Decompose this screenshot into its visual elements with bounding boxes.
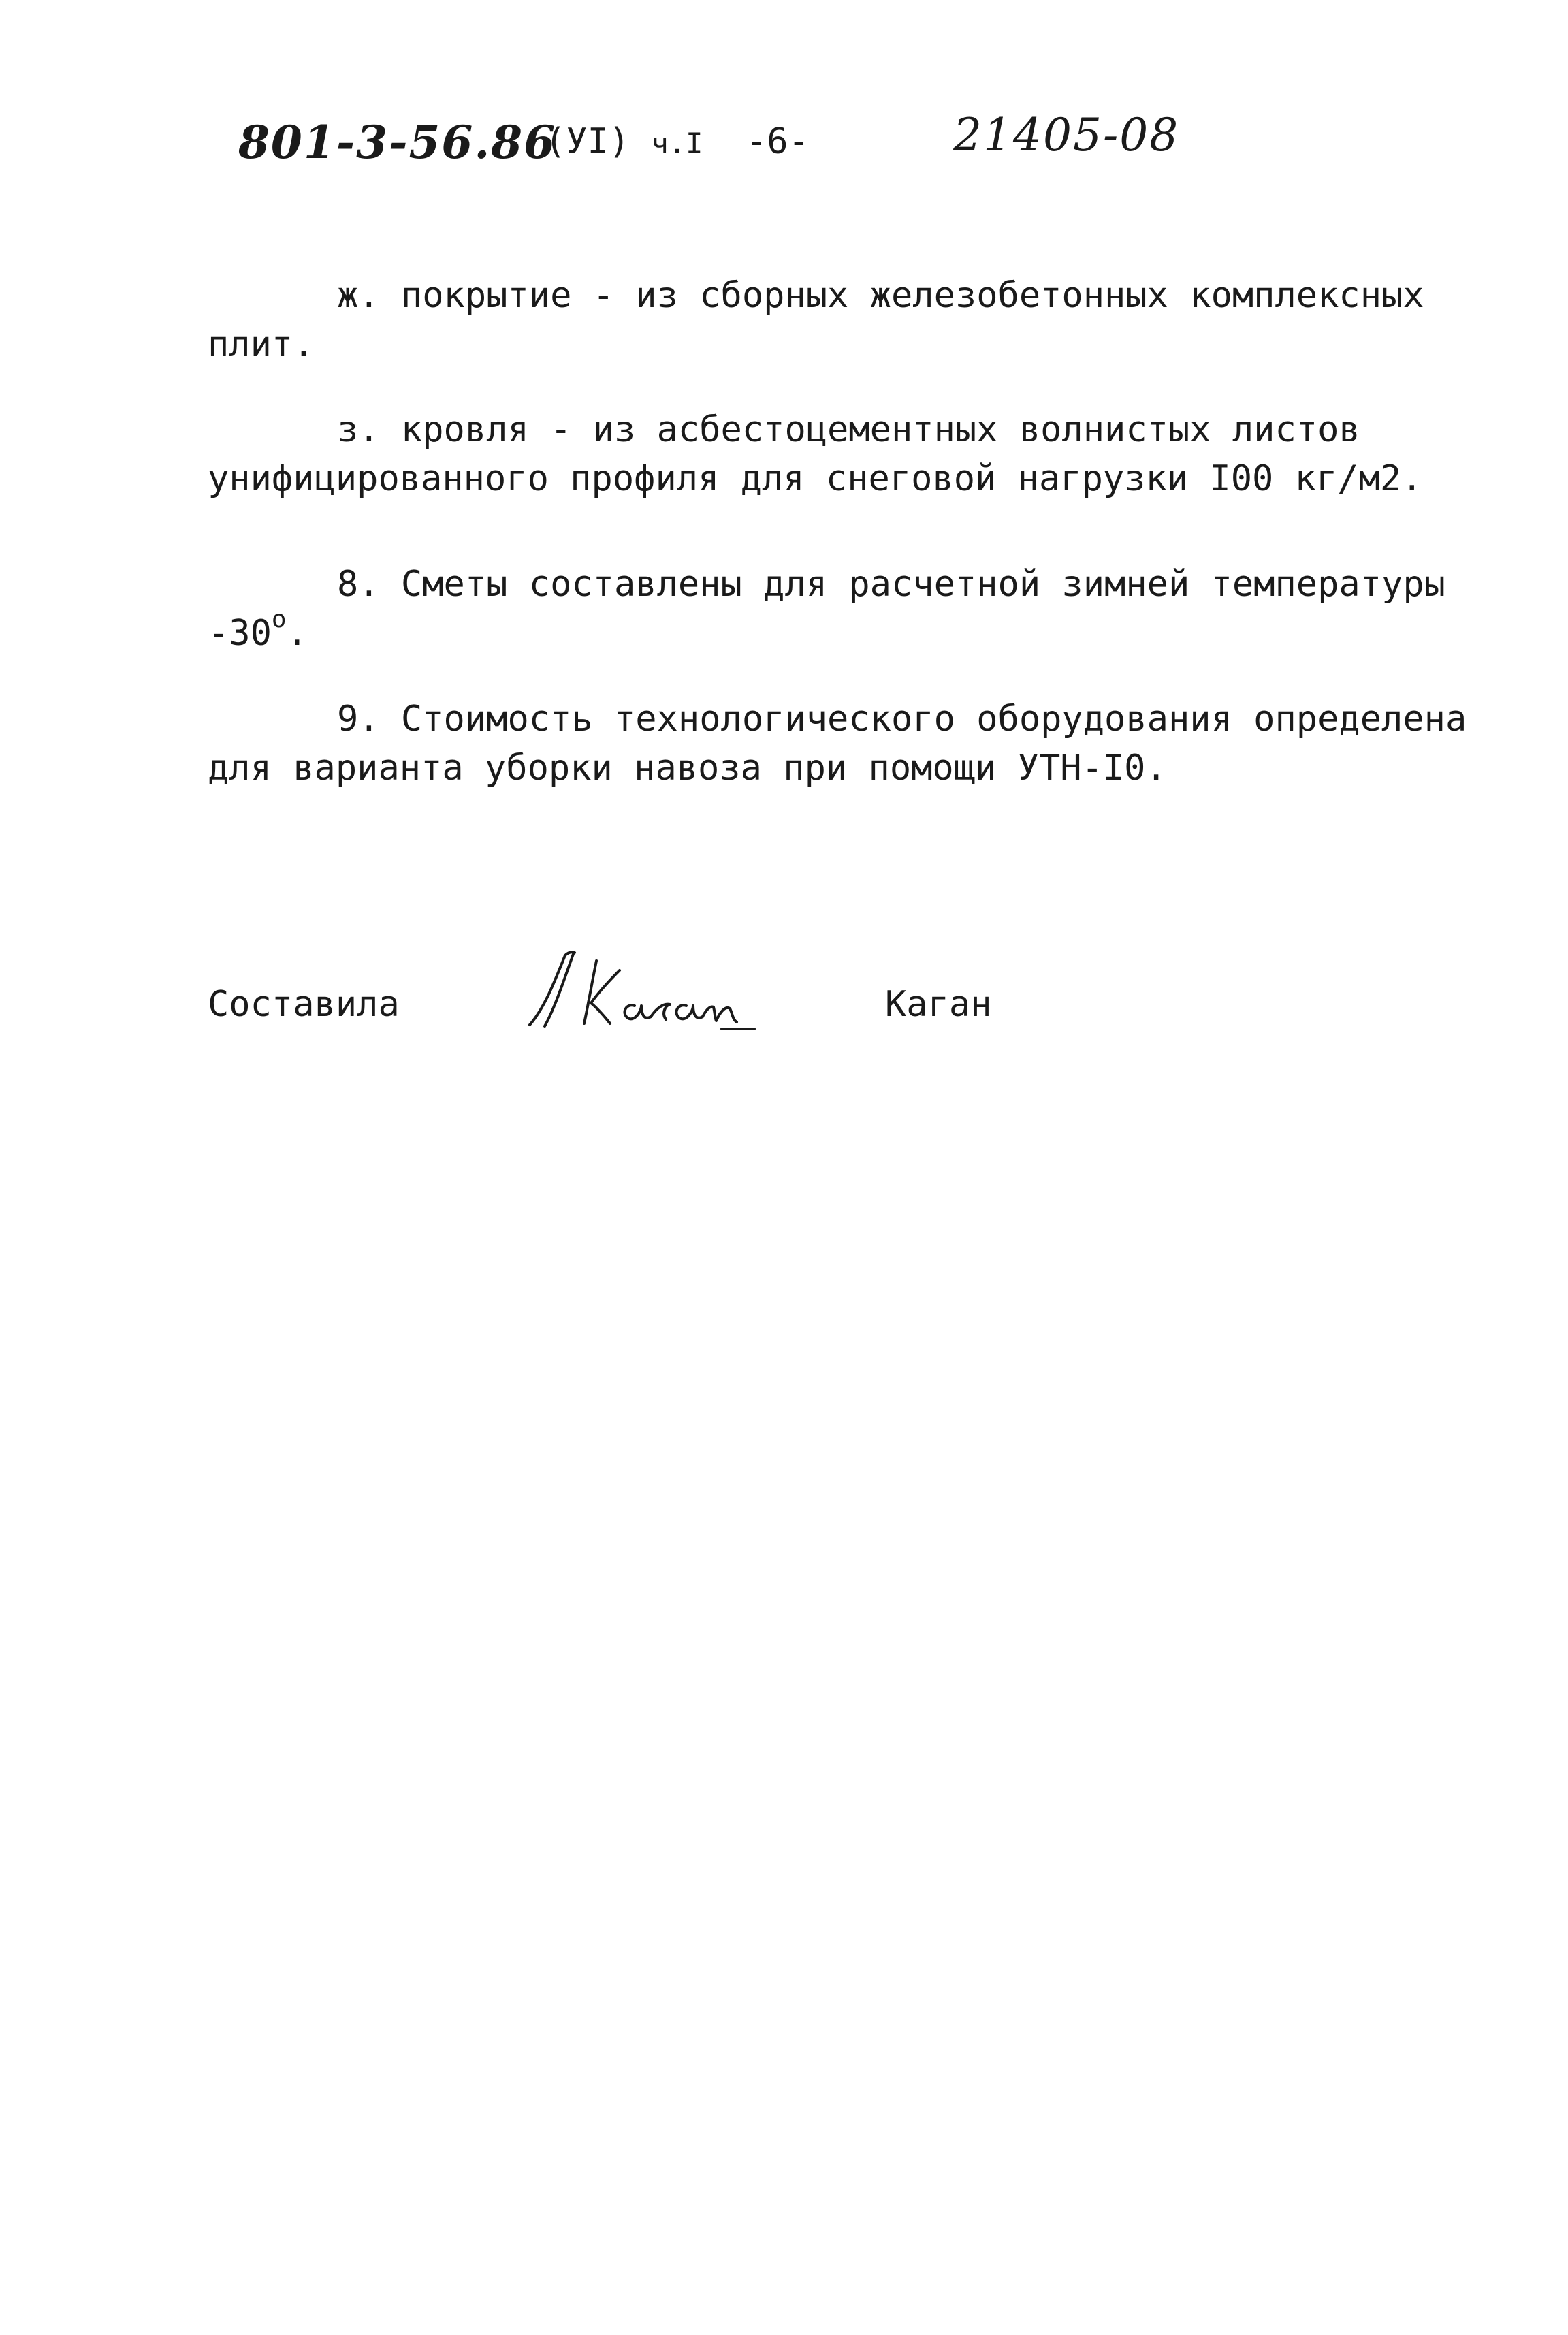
paragraph-8	[208, 560, 1501, 658]
signature-label: Составила	[208, 984, 400, 1025]
paragraph-9	[208, 695, 1501, 793]
text-line: плит.	[208, 324, 315, 365]
paragraph-z	[208, 405, 1501, 503]
text-line: з. кровля - из асбестоцементных волнистых листов	[337, 409, 1360, 450]
temperature-value: -30	[208, 613, 272, 654]
inventory-number: 21405-08	[953, 109, 1180, 161]
document-code: 801-3-56.86	[238, 116, 557, 169]
text-line: 8. Сметы составлены для расчетной зимней температуры	[337, 564, 1445, 605]
part-sub: ч.I	[651, 127, 703, 160]
text-line: 9. Стоимость технологического оборудования определена	[337, 699, 1467, 740]
page-number: -6-	[746, 121, 810, 162]
text-line-temperature	[208, 605, 1501, 658]
text-line: ж. покрытие - из сборных железобетонных комплексных	[337, 275, 1424, 316]
signatory-name: Каган	[885, 984, 992, 1025]
document-part	[545, 121, 703, 162]
sentence-end: .	[286, 613, 308, 654]
text-line: унифицированного профиля для снеговой нагрузки I00 кг/м2.	[208, 458, 1423, 499]
paragraph-zh	[208, 271, 1501, 369]
part-roman: (УI)	[545, 121, 630, 162]
handwritten-signature	[517, 943, 763, 1038]
degree-sign: o	[271, 605, 287, 633]
text-line: для варианта уборки навоза при помощи УТН-I0.	[208, 748, 1167, 789]
